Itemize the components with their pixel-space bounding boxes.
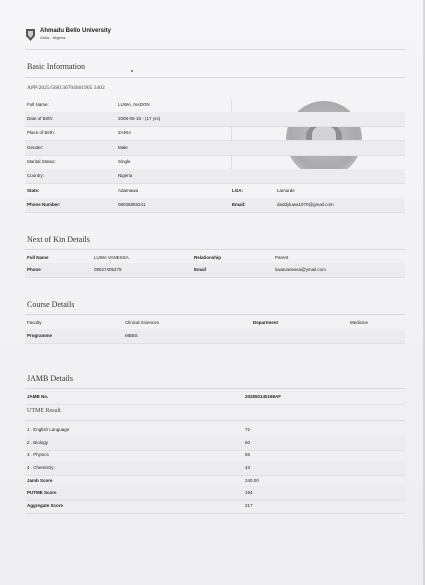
info-label: Marital Status:: [27, 159, 56, 164]
subject-label: 2 . Biology: [27, 440, 49, 445]
info-value: Single: [118, 159, 131, 164]
faculty-value: Clinical Sciences: [125, 320, 160, 325]
subject-score: 72: [245, 427, 251, 432]
email-label: Email:: [232, 202, 246, 207]
subject-score: 65: [245, 452, 251, 457]
email-value: daddyluwa1970@gmail.com: [277, 202, 334, 207]
programme-value: MBBS: [125, 333, 138, 338]
score-label: Jamb Score: [27, 478, 53, 483]
jamb-number-label: JAMB No.: [27, 394, 49, 399]
divider: [25, 314, 405, 315]
subject-label: 1 . English Language: [27, 427, 70, 432]
score-value: 240.00: [245, 478, 259, 483]
programme-label: Programme: [27, 333, 53, 338]
kin-row-phone: [25, 263, 405, 278]
department-label: Department: [253, 320, 279, 325]
course-row-programme: [25, 329, 405, 344]
divider: [25, 420, 405, 421]
kin-phone-value: 09027405279: [94, 267, 122, 272]
kin-email-label: Email: [194, 267, 207, 272]
subject-label: 3 . Physics: [27, 452, 49, 457]
divider: [25, 49, 405, 50]
info-row-country: [25, 169, 405, 184]
utme-result-title: UTME Result: [27, 408, 61, 414]
university-header: [25, 28, 111, 42]
info-row-state: [25, 184, 405, 199]
info-row-gender: [25, 141, 405, 156]
kin-name-value: LUWA VANESSA: [94, 255, 129, 260]
university-name: Ahmadu Bello University: [40, 28, 112, 34]
state-label: State:: [27, 188, 40, 193]
phone-label: Phone Number:: [27, 202, 61, 207]
next-of-kin-title: Next of Kin Details: [27, 235, 90, 244]
score-label: Aggregate Score: [27, 503, 64, 508]
kin-name-label: Full Name: [27, 255, 49, 260]
info-row-dob: [25, 112, 405, 127]
scan-dot: [131, 70, 133, 72]
lga-value: Lamurde: [277, 188, 295, 193]
info-row-place-of-birth: [25, 126, 405, 141]
kin-email-value: luwavanessa@ymail.com: [275, 267, 326, 272]
jamb-number-value: 202550140168AF: [245, 394, 282, 399]
state-value: Adamawa: [118, 188, 139, 193]
score-value: 217: [245, 503, 253, 508]
score-label: PUTME Score: [27, 490, 57, 495]
info-row-marital-status: [25, 155, 405, 170]
info-row-phone: [25, 198, 405, 213]
university-crest-icon: [25, 28, 36, 42]
jamb-number-row: [25, 390, 405, 405]
course-details-title: Course Details: [27, 300, 75, 309]
kin-phone-label: Phone: [27, 267, 41, 272]
university-location: Zaria - Nigeria: [40, 35, 66, 40]
basic-info-title: Basic Information: [27, 62, 85, 71]
kin-relationship-value: Parent: [275, 255, 289, 260]
divider: [25, 249, 405, 250]
info-label: Gender:: [27, 145, 44, 150]
application-number: APP/2025/568136704601965 3402: [27, 85, 105, 91]
info-value: LUWA, NADON: [118, 102, 150, 107]
phone-value: 08036855241: [118, 202, 146, 207]
score-value: 194: [245, 490, 253, 495]
jamb-details-title: JAMB Details: [27, 374, 73, 383]
subject-score: 43: [245, 465, 251, 470]
lga-label: LGA:: [232, 188, 243, 193]
result-row-aggregate-score: [25, 499, 405, 514]
info-value: 2008-05-16 - (17 yrs): [118, 116, 161, 121]
faculty-label: Faculty: [27, 320, 42, 325]
info-label: Place of Birth:: [27, 130, 56, 135]
divider: [25, 388, 405, 389]
subject-score: 60: [245, 440, 251, 445]
info-row-full-name: [25, 98, 405, 113]
department-value: Medicine: [350, 320, 369, 325]
info-value: ZARIA: [118, 130, 132, 135]
subject-label: 4 . Chemistry: [27, 465, 54, 470]
info-label: Full Name:: [27, 102, 49, 107]
info-label: Date of Birth:: [27, 116, 54, 121]
info-label: Country:: [27, 173, 45, 178]
divider: [25, 77, 405, 78]
info-value: Nigeria: [118, 173, 133, 178]
info-value: Male: [118, 145, 128, 150]
kin-relationship-label: Relationship: [194, 255, 222, 260]
